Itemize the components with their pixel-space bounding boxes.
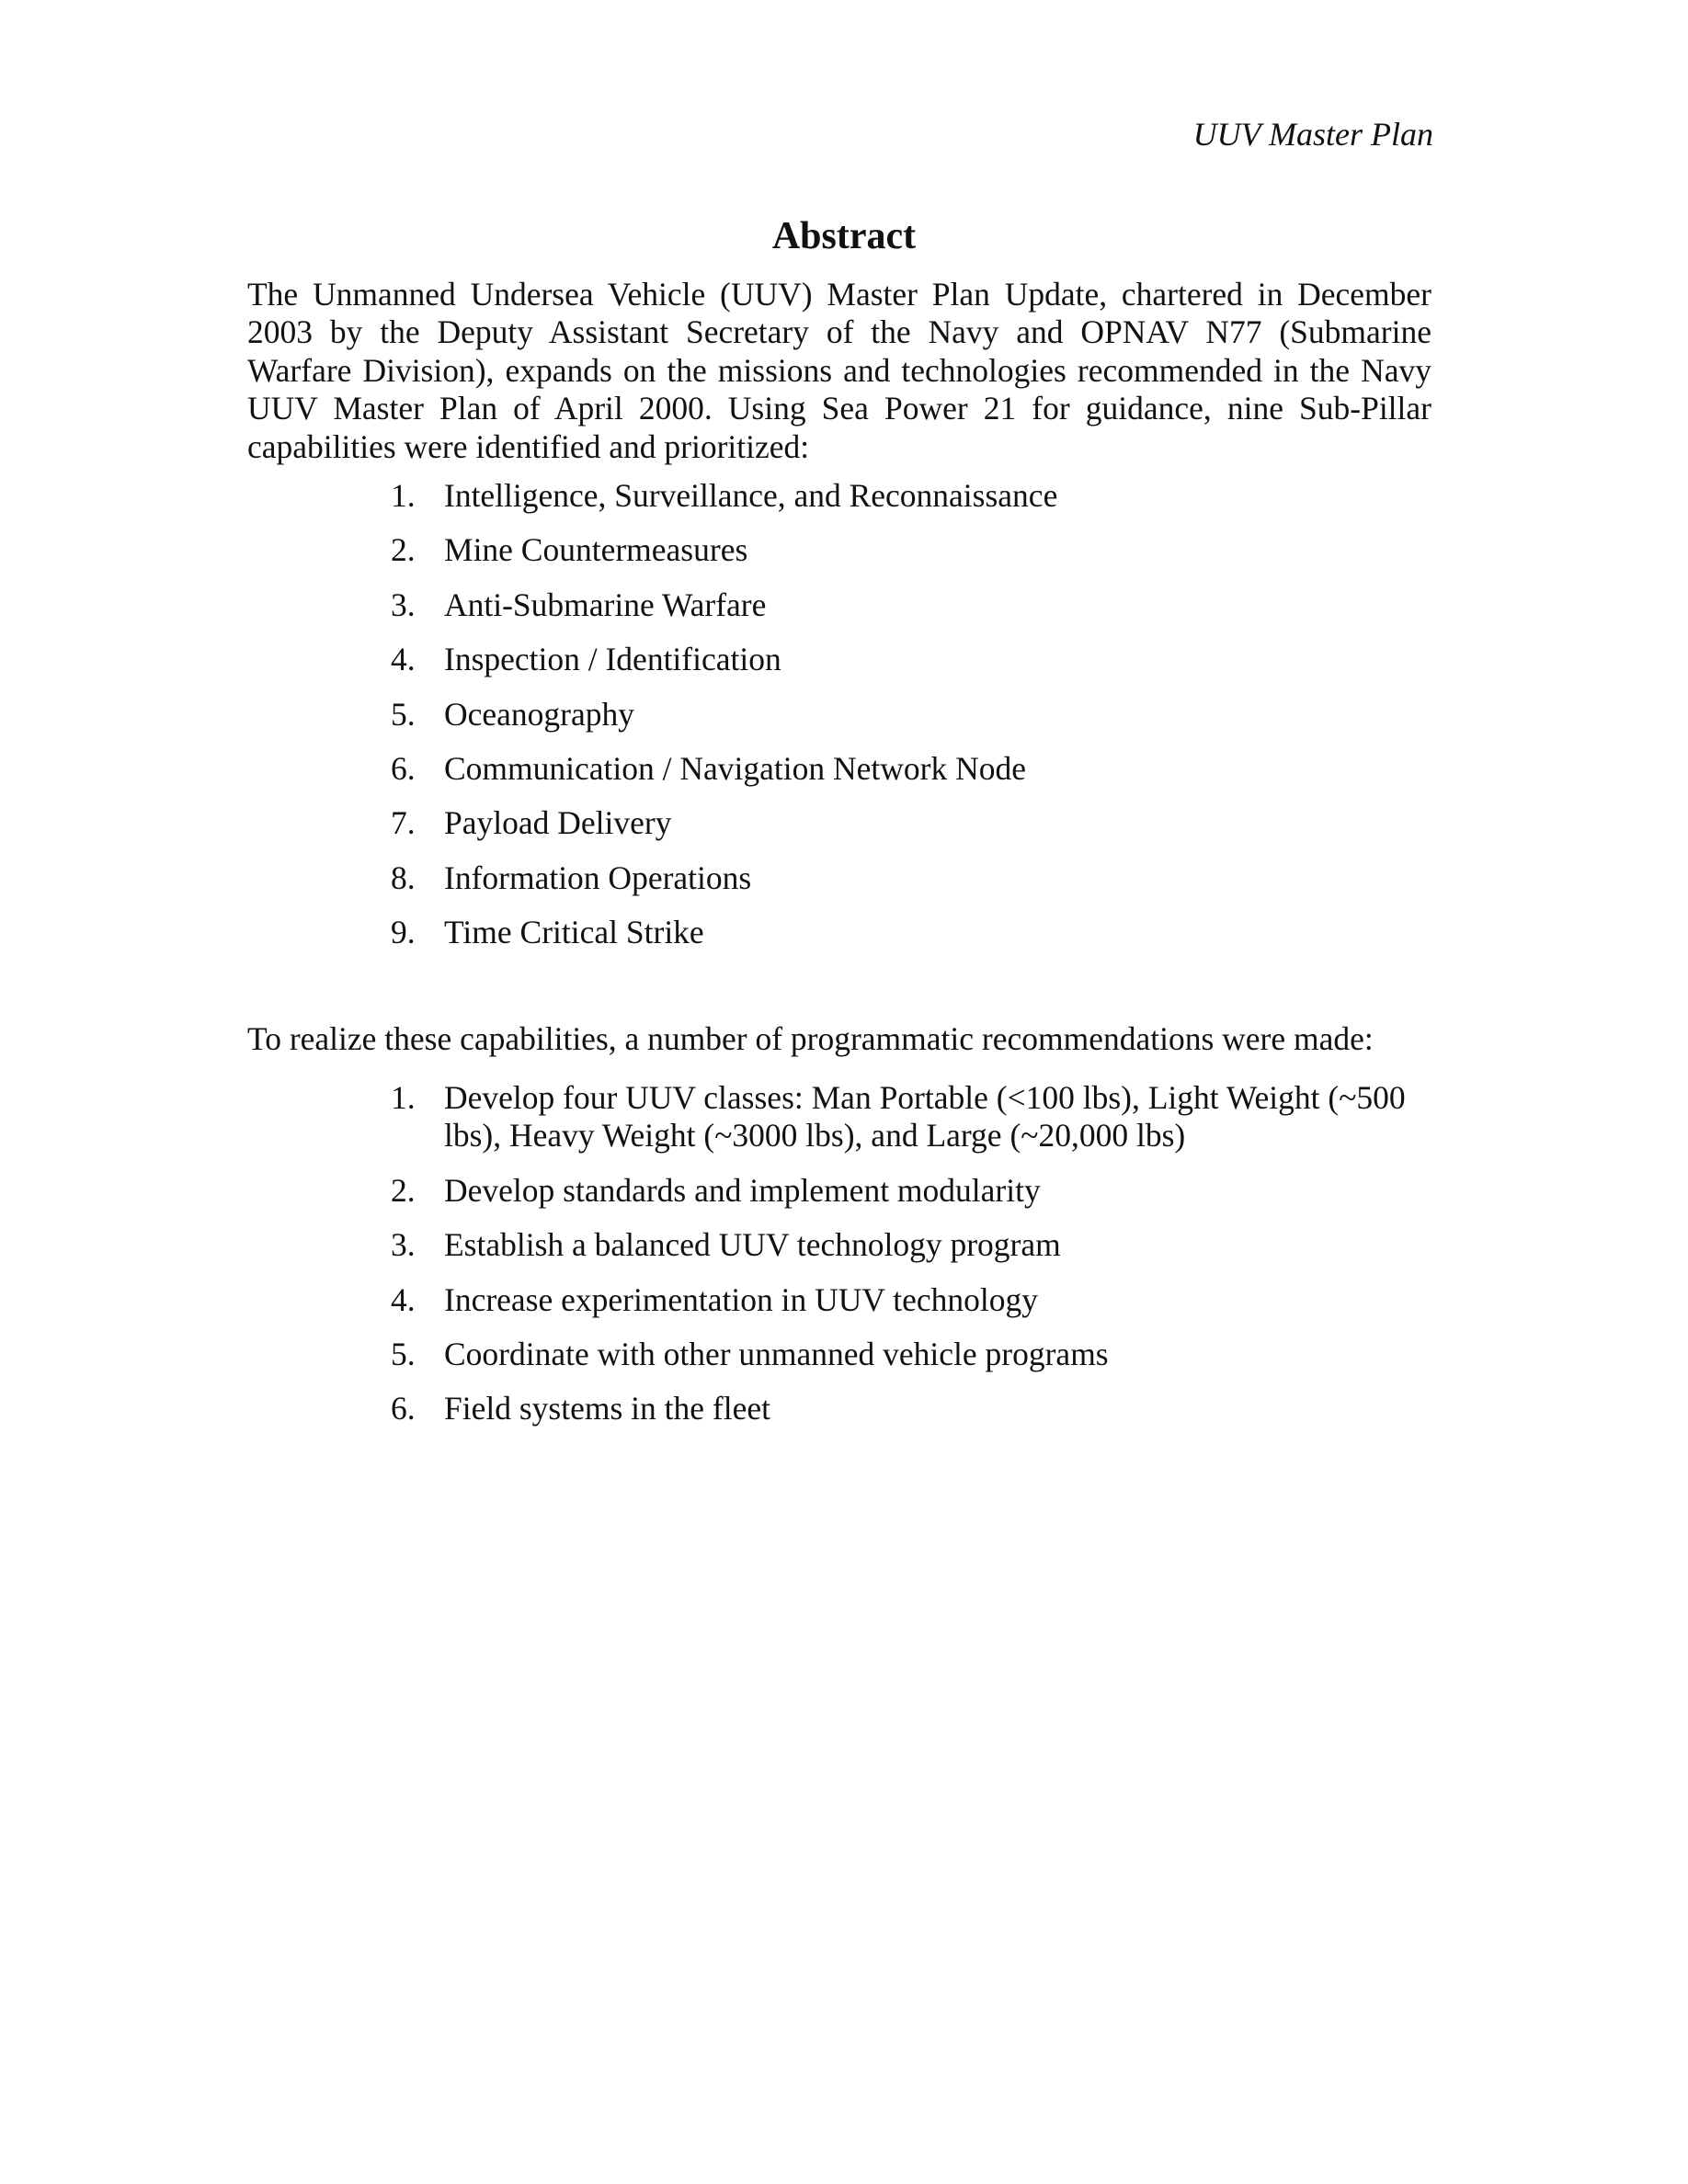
recommendation-text: Develop four UUV classes: Man Portable (<100 lbs), Light Weight (~500 lbs), Heavy Weight (~3000 lbs), and Large (~20,000 lbs)	[444, 1079, 1406, 1155]
list-number: 3.	[391, 586, 416, 623]
capability-item	[0, 914, 1688, 951]
recommendation-item	[0, 1281, 1688, 1319]
recommendations-list	[0, 1079, 1688, 1445]
capability-item	[0, 586, 1688, 624]
capability-text: Anti-Submarine Warfare	[444, 586, 767, 623]
abstract-intro-paragraph: The Unmanned Undersea Vehicle (UUV) Master Plan Update, chartered in December 2003 by the Deputy Assistant Secretary of the Navy and OPNAV N77 (Submarine Warfare Division), expands on the missions and technologies recommended in the Navy UUV Master Plan of April 2000. Using Sea Power 21 for guidance, nine Sub-Pillar capabilities were identified and prioritized:	[247, 276, 1431, 465]
list-number: 1.	[391, 477, 416, 514]
abstract-title: Abstract	[771, 215, 917, 257]
capability-text: Inspection / Identification	[444, 641, 781, 678]
list-number: 3.	[391, 1226, 416, 1264]
capability-item	[0, 804, 1688, 842]
capabilities-list	[0, 477, 1688, 969]
capability-item	[0, 531, 1688, 569]
capability-text: Payload Delivery	[444, 804, 672, 842]
recommendation-item	[0, 1172, 1688, 1210]
list-number: 4.	[391, 1280, 416, 1318]
recommendation-text: Develop standards and implement modularity	[444, 1171, 1041, 1209]
recommendations-intro-paragraph: To realize these capabilities, a number of programmatic recommendations were made:	[247, 1020, 1374, 1057]
recommendation-text: Establish a balanced UUV technology program	[444, 1226, 1061, 1264]
list-number: 5.	[391, 1336, 416, 1373]
capability-item	[0, 641, 1688, 678]
recommendation-text: Coordinate with other unmanned vehicle programs	[444, 1336, 1109, 1373]
capability-item	[0, 859, 1688, 897]
recommendation-text: Field systems in the fleet	[444, 1390, 770, 1428]
capability-text: Time Critical Strike	[444, 914, 704, 951]
capability-text: Mine Countermeasures	[444, 531, 748, 569]
capability-text: Intelligence, Surveillance, and Reconnaissance	[444, 477, 1058, 514]
capability-item	[0, 696, 1688, 734]
list-number: 1.	[391, 1079, 416, 1116]
recommendation-text: Increase experimentation in UUV technology	[444, 1280, 1039, 1318]
list-number: 4.	[391, 641, 416, 678]
running-header: UUV Master Plan	[1192, 116, 1433, 153]
list-number: 6.	[391, 1390, 416, 1428]
recommendation-item	[0, 1390, 1688, 1428]
list-number: 2.	[391, 531, 416, 569]
capability-text: Oceanography	[444, 695, 634, 733]
list-number: 6.	[391, 750, 416, 788]
list-number: 5.	[391, 695, 416, 733]
capability-item	[0, 477, 1688, 515]
capability-text: Communication / Navigation Network Node	[444, 750, 1026, 788]
recommendation-item	[0, 1079, 1688, 1155]
list-number: 2.	[391, 1171, 416, 1209]
capability-text: Information Operations	[444, 859, 752, 896]
recommendation-item	[0, 1336, 1688, 1373]
recommendation-item	[0, 1226, 1688, 1264]
capability-item	[0, 750, 1688, 788]
list-number: 7.	[391, 804, 416, 842]
list-number: 8.	[391, 859, 416, 896]
list-number: 9.	[391, 914, 416, 951]
